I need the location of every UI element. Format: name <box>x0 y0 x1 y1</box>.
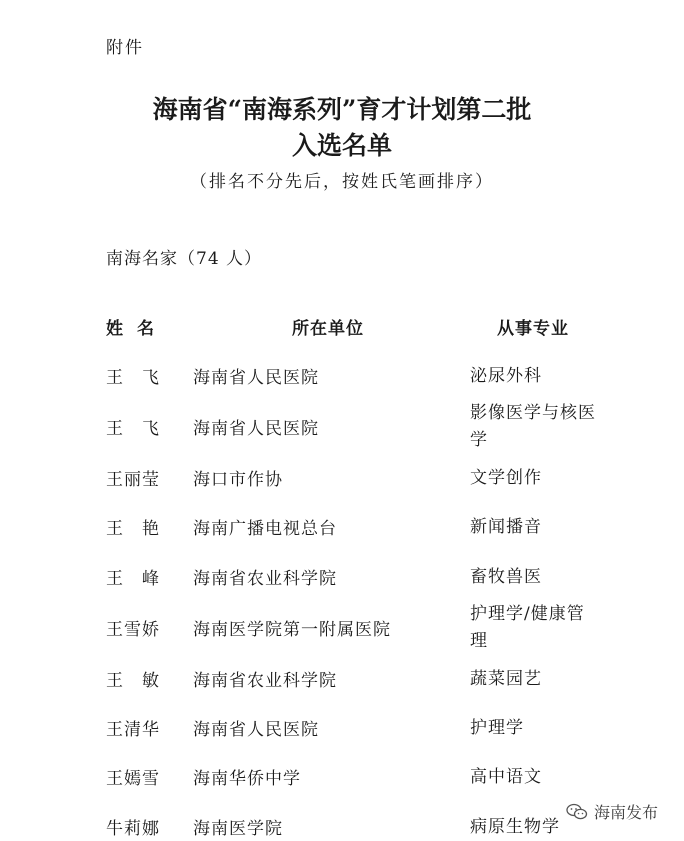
page-title-line1: 海南省“南海系列”育才计划第二批 <box>152 95 532 124</box>
work-unit: 海南医学院 <box>193 819 283 839</box>
person-name: 王 敏 <box>106 671 160 691</box>
person-name: 王 飞 <box>106 419 160 439</box>
major-field: 文学创作 <box>470 468 542 488</box>
work-unit: 海南医学院第一附属医院 <box>193 620 391 640</box>
column-header-unit: 所在单位 <box>292 319 364 339</box>
work-unit: 海南省农业科学院 <box>193 671 337 691</box>
major-field: 影像医学与核医学 <box>470 403 596 450</box>
person-name: 王 飞 <box>106 368 160 388</box>
person-name: 王雪娇 <box>106 620 160 640</box>
major-field: 泌尿外科 <box>470 366 542 386</box>
person-name: 王丽莹 <box>106 470 160 490</box>
person-name: 王清华 <box>106 720 160 740</box>
work-unit: 海南省人民医院 <box>193 419 319 439</box>
watermark-text: 海南发布 <box>593 803 658 822</box>
work-unit: 海口市作协 <box>193 470 283 490</box>
person-name: 牛莉娜 <box>106 819 160 839</box>
major-field: 护理学 <box>470 718 524 738</box>
work-unit: 海南省人民医院 <box>193 720 319 740</box>
column-header-major: 从事专业 <box>497 319 569 339</box>
person-name: 王嫣雪 <box>106 769 160 789</box>
major-field: 病原生物学 <box>470 817 560 837</box>
column-header-name: 姓名 <box>106 319 168 339</box>
major-field: 护理学/健康管理 <box>470 604 585 651</box>
section-title: 南海名家（74 人） <box>106 249 263 269</box>
person-name: 王 峰 <box>106 569 160 589</box>
work-unit: 海南省农业科学院 <box>193 569 337 589</box>
work-unit: 海南省人民医院 <box>193 368 319 388</box>
major-field: 新闻播音 <box>470 517 542 537</box>
wechat-icon <box>566 803 588 821</box>
page-title-line2: 入选名单 <box>291 131 392 160</box>
attachment-label: 附件 <box>106 38 144 58</box>
page-subtitle: （排名不分先后，按姓氏笔画排序） <box>190 172 494 192</box>
work-unit: 海南华侨中学 <box>193 769 301 789</box>
work-unit: 海南广播电视总台 <box>193 519 337 539</box>
major-field: 高中语文 <box>470 767 542 787</box>
major-field: 蔬菜园艺 <box>470 669 542 689</box>
person-name: 王 艳 <box>106 519 160 539</box>
major-field: 畜牧兽医 <box>470 567 542 587</box>
watermark <box>566 800 658 823</box>
